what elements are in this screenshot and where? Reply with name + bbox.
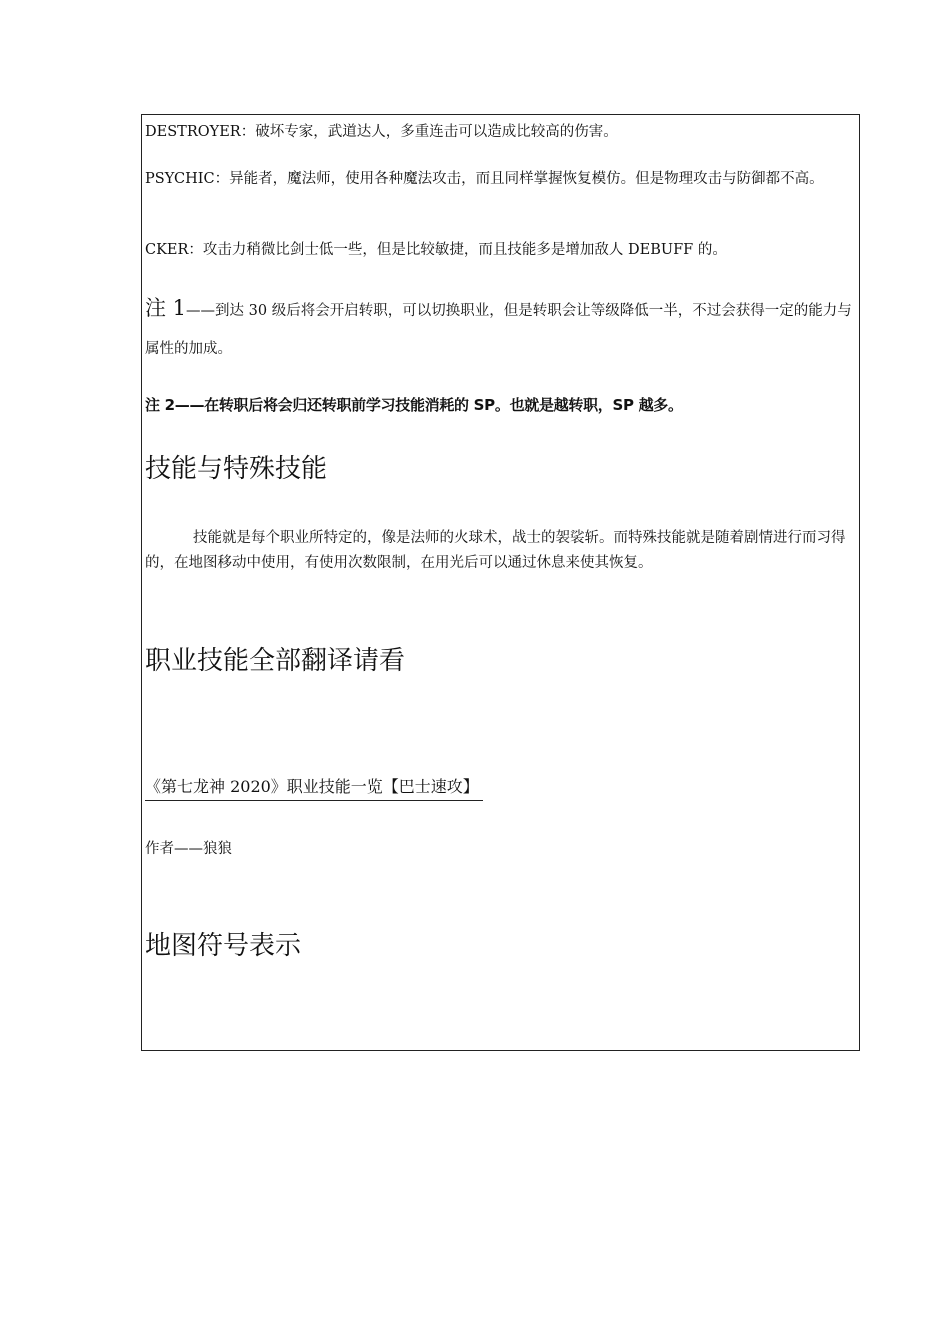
- translation-heading: 职业技能全部翻译请看: [145, 646, 406, 676]
- class-destroyer-text: DESTROYER：破坏专家，武道达人，多重连击可以造成比较高的伤害。: [145, 124, 618, 140]
- map-symbols-heading: 地图符号表示: [145, 931, 302, 961]
- skills-paragraph: 技能就是每个职业所特定的，像是法师的火球术，战士的袈裟斩。而特殊技能就是随着剧情进行而习得的，在地图移动中使用，有使用次数限制，在用光后可以通过休息来使其恢复。: [145, 530, 846, 571]
- author-line: 作者——狼狼: [145, 841, 232, 857]
- skills-heading: 技能与特殊技能: [145, 454, 328, 484]
- note-1: [145, 289, 859, 368]
- note-1-text: ——到达 30 级后将会开启转职，可以切换职业，但是转职会让等级降低一半，不过会获得一定的能力与属性的加成。: [145, 303, 852, 357]
- class-psychic-text: PSYCHIC：异能者，魔法师，使用各种魔法攻击，而且同样掌握恢复模仿。但是物理攻击与防御都不高。: [145, 171, 824, 187]
- note-1-prefix: 注 1: [145, 296, 187, 320]
- note-2: 注 2——在转职后将会归还转职前学习技能消耗的 SP。也就是越转职，SP 越多。: [145, 396, 683, 414]
- translation-link[interactable]: 《第七龙神 2020》职业技能一览【巴士速攻】: [145, 775, 483, 801]
- translation-link-line: [145, 775, 859, 801]
- class-cker-text: CKER：攻击力稍微比剑士低一些，但是比较敏捷，而且技能多是增加敌人 DEBUFF 的。: [145, 242, 727, 258]
